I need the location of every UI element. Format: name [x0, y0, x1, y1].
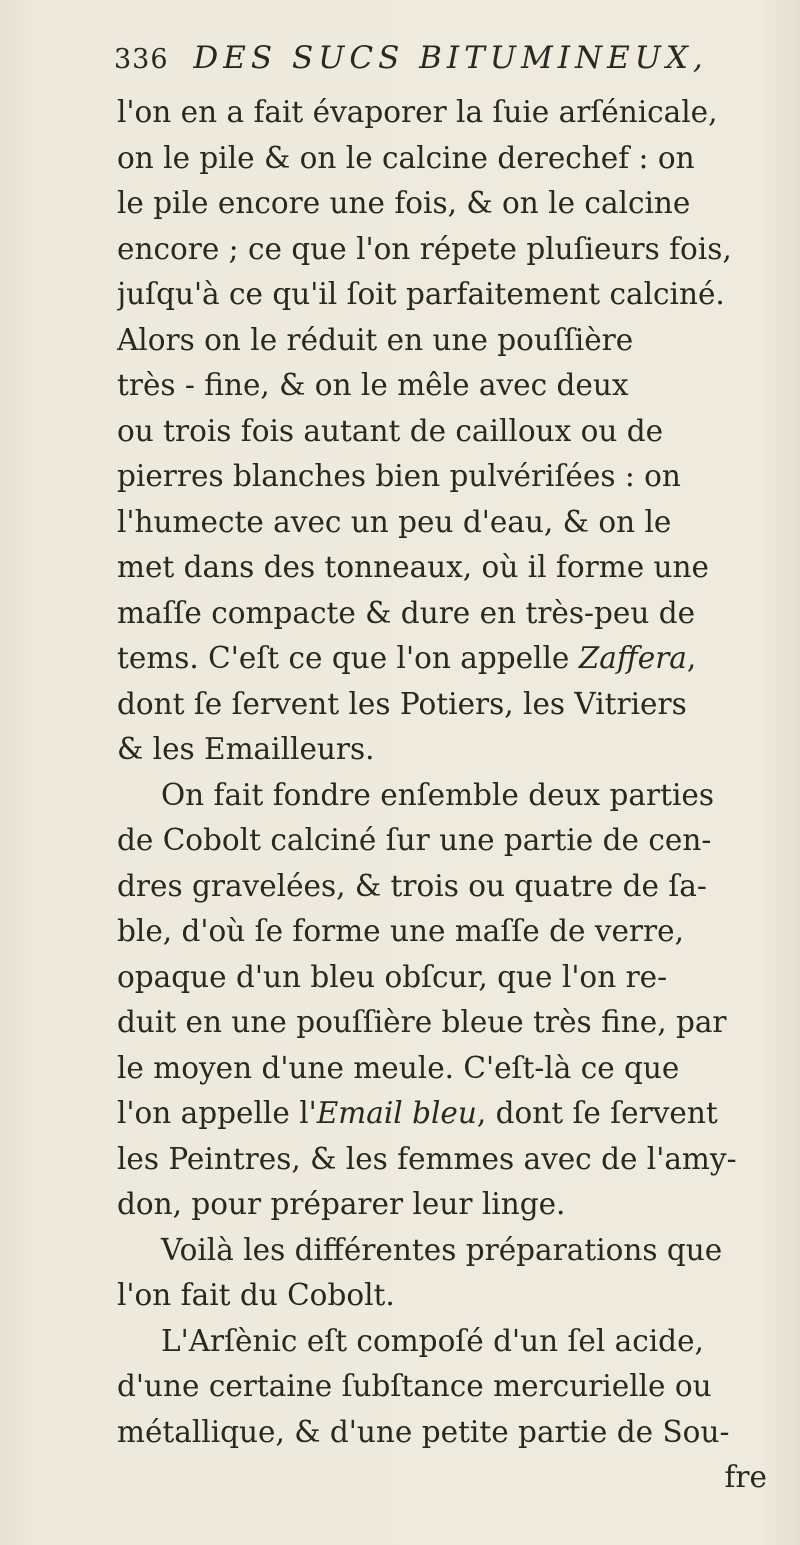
- text-line: le moyen d'une meule. C'eſt-là ce que: [117, 1050, 680, 1085]
- text-line: métallique, & d'une petite partie de Sou-: [117, 1414, 730, 1449]
- catchword: fre: [724, 1460, 767, 1494]
- text-line: l'on en a fait évaporer la ſuie arſénicale,: [117, 95, 718, 129]
- text-segment: ,: [686, 641, 697, 675]
- text-line: l'humecte avec un peu d'eau, & on le: [117, 504, 672, 539]
- text-segment: , dont ſe ſervent: [476, 1096, 718, 1130]
- text-line: don, pour préparer leur linge.: [117, 1187, 566, 1221]
- text-line: très - fine, & on le mêle avec deux: [117, 368, 629, 402]
- text-line: les Peintres, & les femmes avec de l'amy-: [117, 1141, 737, 1176]
- text-line: de Cobolt calciné ſur une partie de cen-: [117, 823, 712, 857]
- text-line: on le pile & on le calcine derechef : on: [117, 140, 695, 175]
- body-text: [117, 90, 777, 1501]
- text-segment: tems. C'eſt ce que l'on appelle: [117, 641, 579, 675]
- text-line: [117, 636, 777, 682]
- text-line: & les Emailleurs.: [117, 732, 375, 766]
- text-line: ble, d'où ſe forme une maſſe de verre,: [117, 914, 684, 948]
- page-number: 336: [114, 44, 169, 75]
- text-line: ou trois fois autant de cailloux ou de: [117, 413, 664, 448]
- text-segment: l'on appelle l': [117, 1096, 317, 1130]
- text-line: pierres blanches bien pulvériſées : on: [117, 459, 681, 493]
- running-title: DES SUCS BITUMINEUX,: [193, 40, 708, 76]
- text-line: met dans des tonneaux, où il forme une: [117, 550, 709, 584]
- text-line: dres gravelées, & trois ou quatre de ſa-: [117, 868, 707, 903]
- italic-term: Email bleu: [316, 1096, 477, 1130]
- text-line: dont ſe ſervent les Potiers, les Vitriers: [117, 686, 687, 721]
- text-line: opaque d'un bleu obſcur, que l'on re-: [117, 959, 668, 994]
- text-line: duit en une pouſſière bleue très fine, par: [117, 1005, 727, 1039]
- text-line: maſſe compacte & dure en très-peu de: [117, 595, 696, 630]
- text-line: L'Arſènic eſt compoſé d'un ſel acide,: [161, 1323, 704, 1358]
- italic-term: Zaffera: [578, 641, 687, 675]
- text-line: d'une certaine ſubſtance mercurielle ou: [117, 1369, 712, 1403]
- text-line: l'on fait du Cobolt.: [117, 1278, 395, 1312]
- text-line: Alors on le réduit en une pouſſière: [117, 322, 634, 357]
- text-line: juſqu'à ce qu'il ſoit parfaitement calciné.: [117, 277, 725, 311]
- text-line: Voilà les différentes préparations que: [161, 1232, 723, 1267]
- text-line: encore ; ce que l'on répete pluſieurs fois,: [117, 231, 732, 266]
- text-line: [117, 1091, 777, 1137]
- page-header: [114, 40, 774, 92]
- text-line: le pile encore une fois, & on le calcine: [117, 186, 691, 220]
- text-line: On fait fondre enſemble deux parties: [161, 777, 715, 812]
